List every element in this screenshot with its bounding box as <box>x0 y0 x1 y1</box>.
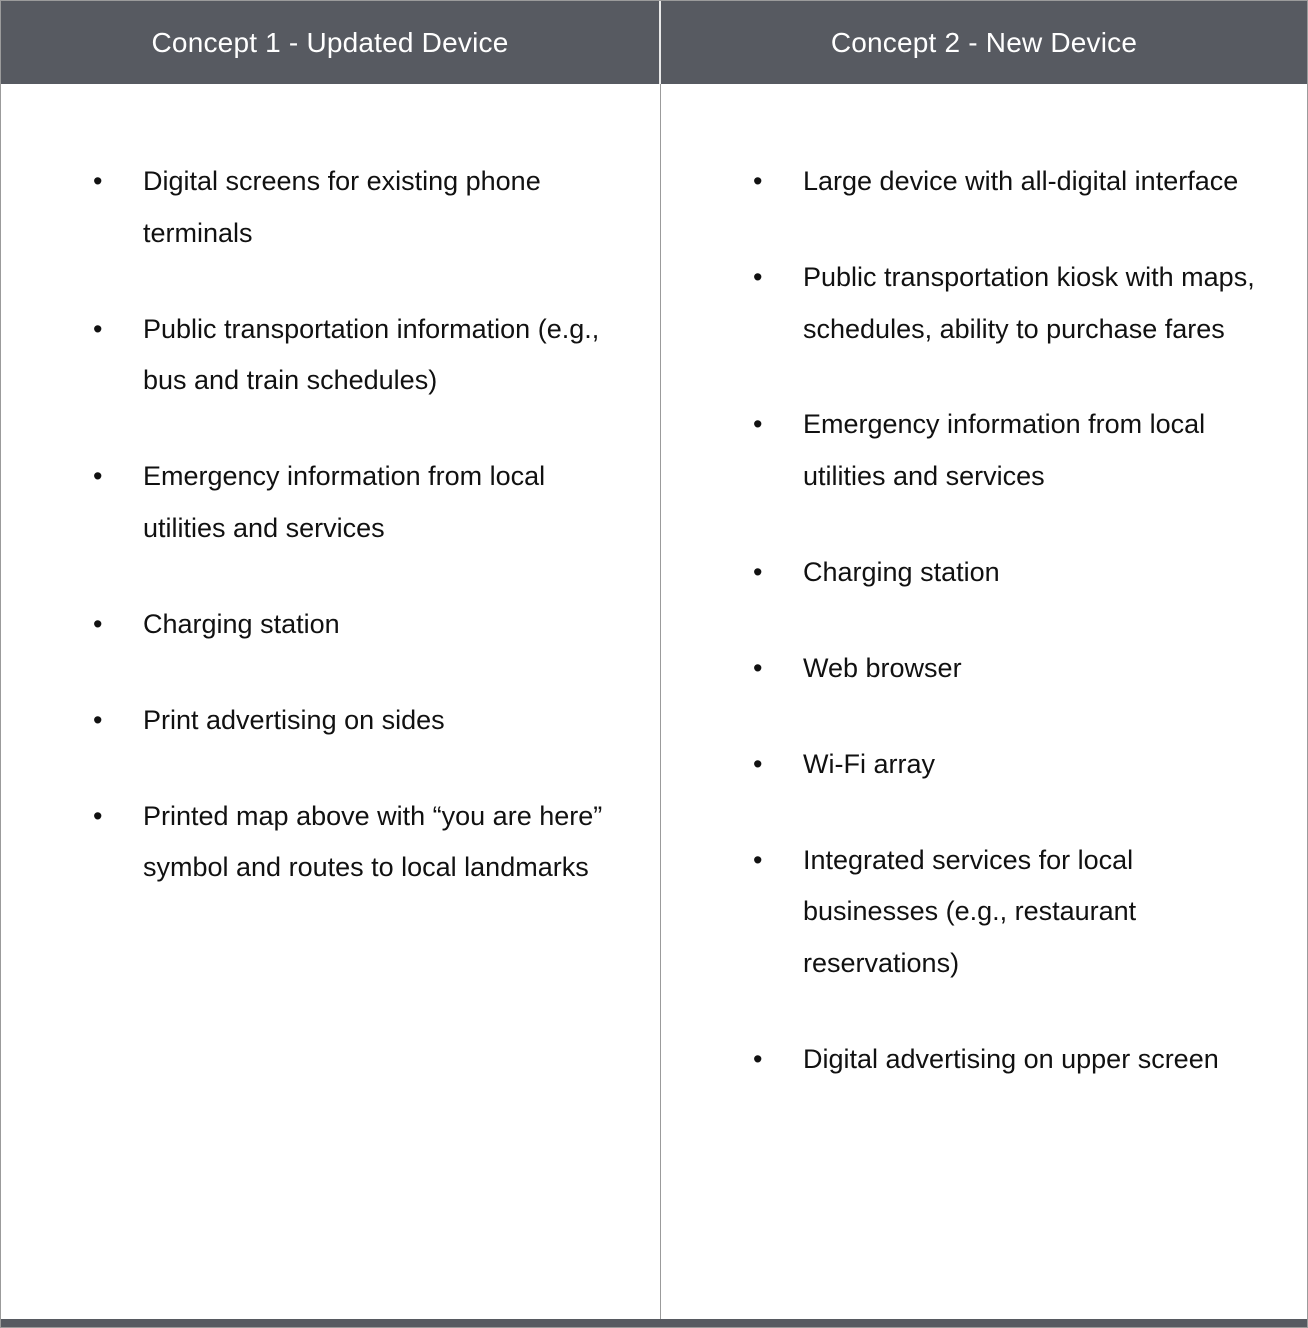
bullet-icon: • <box>753 557 763 588</box>
next-row-header-edge <box>1 1319 1307 1327</box>
list-item <box>753 252 1265 356</box>
list-item-text: Digital advertising on upper screen <box>803 1044 1219 1075</box>
list-item <box>753 739 1265 791</box>
list-item <box>753 643 1265 695</box>
column-concept-2 <box>661 1 1307 1319</box>
list-item-text: Large device with all-digital interface <box>803 166 1239 196</box>
bullet-icon: • <box>93 313 103 344</box>
bullet-icon: • <box>753 166 763 196</box>
list-item-text: Emergency information from local utilities and services <box>143 461 546 544</box>
bullet-icon: • <box>753 261 763 292</box>
bullet-icon: • <box>93 800 103 831</box>
list-item-text: Integrated services for local businesses (e.g., restaurant reservations) <box>803 844 1137 979</box>
column-header-concept-2: Concept 2 - New Device <box>661 1 1307 84</box>
list-item <box>93 695 618 747</box>
list-item-text: Digital screens for existing phone terminals <box>143 166 541 248</box>
list-item <box>753 1034 1265 1086</box>
list-item-text: Public transportation kiosk with maps, schedules, ability to purchase fares <box>803 261 1255 344</box>
list-item <box>93 304 618 408</box>
bullet-icon: • <box>93 608 103 639</box>
list-item <box>93 156 618 260</box>
list-item <box>93 599 618 651</box>
bullet-icon: • <box>753 409 763 440</box>
bullet-icon: • <box>93 461 103 492</box>
list-item-text: Wi-Fi array <box>803 748 935 779</box>
bullet-icon: • <box>753 1044 763 1075</box>
list-item-text: Printed map above with “you are here” symbol and routes to local landmarks <box>143 800 603 883</box>
list-item <box>753 547 1265 599</box>
bullet-list-concept-2 <box>753 156 1265 1086</box>
list-item <box>753 835 1265 990</box>
list-item-text: Emergency information from local utilities and services <box>803 409 1206 492</box>
column-concept-1 <box>1 1 661 1319</box>
list-item-text: Charging station <box>143 608 340 639</box>
list-item <box>753 156 1265 208</box>
bullet-list-concept-1 <box>93 156 618 894</box>
table-columns <box>1 1 1307 1319</box>
list-item-text: Web browser <box>803 652 962 683</box>
column-body-concept-2 <box>661 84 1307 1319</box>
bullet-icon: • <box>93 704 103 735</box>
bullet-icon: • <box>93 166 103 196</box>
list-item-text: Charging station <box>803 557 1000 588</box>
list-item <box>93 791 618 895</box>
list-item-text: Print advertising on sides <box>143 704 445 735</box>
list-item <box>753 399 1265 503</box>
bullet-icon: • <box>753 652 763 683</box>
column-body-concept-1 <box>1 84 660 1319</box>
bullet-icon: • <box>753 748 763 779</box>
list-item-text: Public transportation information (e.g., bus and train schedules) <box>143 313 600 396</box>
bullet-icon: • <box>753 844 763 875</box>
list-item <box>93 451 618 555</box>
column-header-concept-1: Concept 1 - Updated Device <box>1 1 661 84</box>
